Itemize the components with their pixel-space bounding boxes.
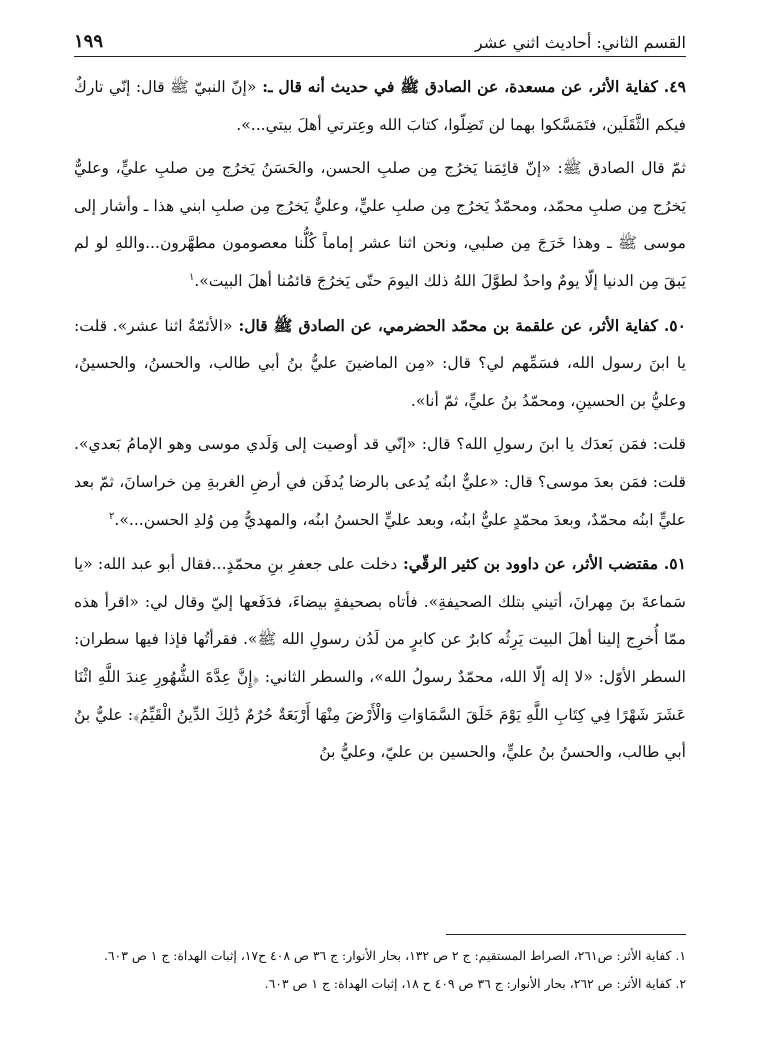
- footnotes: [74, 944, 686, 1000]
- header-divider: [74, 56, 686, 57]
- hadith-source: ٥٠. كفاية الأثر، عن علقمة بن محمّد الحضرمي، عن الصادق ﷺ قال:: [232, 315, 687, 335]
- hadith-text: قلت: فمَن بَعدَك يا ابنَ رسولِ الله؟ قال: «إنّي قد أوصيت إلى وَلَدي موسى وهو الإمامُ بَعدي». قلت: فمَن بعدَ موسى؟ قال: «عليٌّ ابنُه يُدعى بالرضا يُدفَن في أرضِ الغربةِ مِن خراسانَ، ثمّ بعد عليٍّ ابنُه محمّدٌ، وبعدَ محمّدٍ عليٌّ ابنُه، وبعد عليٍّ الحسنُ ابنُه، والمهديُّ مِن وُلدِ الحسن...».: [74, 435, 686, 529]
- running-header: [74, 26, 686, 52]
- hadith-49: [74, 68, 686, 144]
- page-number: ١٩٩: [74, 31, 104, 52]
- hadith-text: دخلت على جعفرِ بنِ محمّدٍ...فقال أبو عبد الله: «يا سَماعةَ بنَ مِهرانَ، أتيني بتلك الصحيفةِ». فأتاه بصحيفةٍ بيضاءَ، فدَفَعها إليّ وقال لي: «اقرأ هذه ممّا أُخرِج إلينا أهلَ البيت يَرِثُه كابرٌ عن كابرٍ من لَدُن رسولِ الله ﷺ». فقرأتُها فإذا فيها سطران: السطر الأوّل: «لا إله إلّا الله، محمّدٌ رسولُ الله»، والسطر الثاني: ﴿إِنَّ عِدَّةَ الشُّهُورِ عِندَ اللَّهِ اثْنَا عَشَرَ شَهْرًا فِي كِتَابِ اللَّهِ يَوْمَ خَلَقَ السَّمَاوَاتِ وَالْأَرْضَ مِنْهَا أَرْبَعَةٌ حُرُمٌ ذَٰلِكَ الدِّينُ الْقَيِّمُ﴾: عليُّ بنُ أبي طالب، والحسنُ بنُ عليٍّ، والحسين بن عليّ، وعليُّ بنُ: [74, 555, 686, 762]
- footnote-1: ١. كفاية الأثر: ص٢٦١، الصراط المستقيم: ج ٢ ص ١٣٢، بحار الأنوار: ج ٣٦ ص ٤٠٨ ح١٧، إثبات الهداة: ج ١ ص ٦٠٣.: [103, 948, 686, 963]
- hadith-50: [74, 307, 686, 421]
- footnote-divider: [446, 934, 686, 935]
- main-text: [74, 68, 686, 778]
- footnote-marker[interactable]: ٢: [109, 510, 115, 522]
- hadith-text: «إنّ النبيّ ﷺ قال: إنّي تاركٌ فيكم الثَّقَلَين، فتَمَسَّكوا بهما لن تَضِلّوا، كتابَ الله وعِترتي أهلَ بيتي...».: [74, 78, 686, 134]
- hadith-source: ٥١. مقتضب الأثر، عن داوود بن كثير الرقّي:: [397, 554, 686, 574]
- hadith-text: ثمّ قال الصادق ﷺ: «إنّ قائِمَنا يَخرُج مِن صلبِ الحسن، والحَسَنُ يَخرُج مِن صلبِ عليٍّ، وعليٌّ يَخرُج مِن صلبِ محمّد، ومحمّدٌ يَخرُج مِن صلبِ عليٍّ، وعليٌّ يَخرُج مِن صلبِ ابني هذا ـ وأشار إلى موسى ﷺ ـ وهذا خَرَجَ مِن صلبي، ونحن اثنا عشر إماماً كُلُّنا معصومون مطهَّرون...واللهِ لو لم يَبقَ مِن الدنيا إلّا يومٌ واحدٌ لطوَّلَ اللهُ ذلك اليومَ حتّى يَخرُجَ قائمُنا أهلَ البيت».: [74, 159, 686, 290]
- hadith-50-continued: [74, 426, 686, 539]
- footnote-marker[interactable]: ١: [188, 271, 195, 283]
- hadith-49-continued: [74, 150, 686, 300]
- hadith-source: ٤٩. كفاية الأثر، عن مسعدة، عن الصادق ﷺ في حديث أنه قال ـ:: [256, 77, 686, 96]
- section-title: القسم الثاني: أحاديث اثني عشر: [474, 33, 686, 52]
- hadith-51: [74, 545, 686, 772]
- footnote-2: ٢. كفاية الأثر: ص ٢٦٢، بحار الأنوار: ج ٣٦ ص ٤٠٩ ح ١٨، إثبات الهداة: ج ١ ص ٦٠٣.: [264, 976, 686, 991]
- hadith-text: «الأئمّةُ اثنا عشر». قلت: يا ابنَ رسول الله، فسَمِّهم لي؟ قال: «مِن الماضينَ عليُّ بنُ أبي طالب، والحسنُ، والحسينُ، وعليُّ بن الحسينِ، ومحمّدُ بنُ عليٍّ، ثمّ أنا».: [74, 316, 686, 410]
